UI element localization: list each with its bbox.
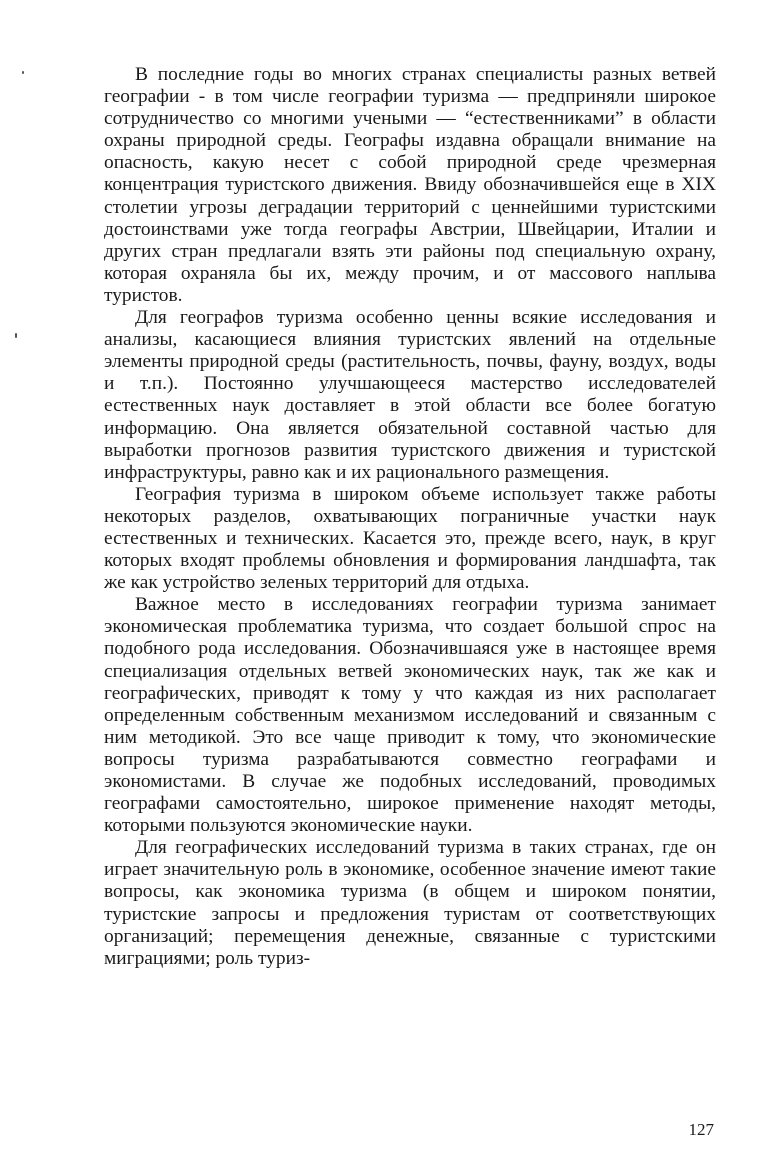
scan-speck-top (22, 71, 24, 74)
page-number: 127 (688, 1120, 714, 1139)
paragraph-4: Важное место в исследованиях географии туризма занимает экономическая проблематика туризма, что создает большой спрос на подобного рода исследования. Обозначившаяся уже в настоящее время специализация отдельных ветвей экономических наук, так же как и географических, приводят к тому у что каждая из них располагает определенным собственным механизмом исследований и связанным с ним методикой. Это все чаще приводит к тому, что экономические вопросы туризма разрабатываются совместно географами и экономистами. В случае же подобных исследований, проводимых географами самостоятельно, широкое применение находят методы, которыми пользуются экономические науки. (104, 594, 716, 837)
scan-speck-middle (15, 333, 17, 338)
paragraph-2: Для географов туризма особенно ценны всякие исследования и анализы, касающиеся влияния туристских явлений на отдельные элементы природной среды (растительность, почвы, фауну, воздух, воды и т.п.). Постоянно улучшающееся мастерство исследователей естественных наук доставляет в этой области все более богатую информацию. Она является обязательной составной частью для выработки прогнозов развития туристского движения и туристской инфраструктуры, равно как и их рационального размещения. (104, 307, 716, 483)
paragraph-3: География туризма в широком объеме использует также работы некоторых разделов, охватывающих пограничные участки наук естественных и технических. Касается это, прежде всего, наук, в круг которых входят проблемы обновления и формирования ландшафта, так же как устройство зеленых территорий для отдыха. (104, 483, 716, 594)
paragraph-1: В последние годы во многих странах специалисты разных ветвей географии - в том числе географии туризма — предприняли широкое сотрудничество со многими учеными — “естественниками” в области охраны природной среды. Географы издавна обращали внимание на опасность, какую несет с собой природной среде чрезмерная концентрация туристского движения. Ввиду обозначившейся еще в XIX столетии угрозы деградации территорий с ценнейшими туристскими достоинствами уже тогда географы Австрии, Швейцарии, Италии и других стран предлагали взять эти районы под специальную охрану, которая охраняла бы их, между прочим, и от массового наплыва туристов. (104, 64, 716, 306)
body-text (104, 64, 716, 970)
paragraph-5: Для географических исследований туризма в таких странах, где он играет значительную роль в экономике, особенное значение имеют такие вопросы, как экономика туризма (в общем и широком понятии, туристские запросы и предложения туристам от соответствующих организаций; перемещения денежные, связанные с туристскими миграциями; роль туриз- (104, 837, 716, 969)
